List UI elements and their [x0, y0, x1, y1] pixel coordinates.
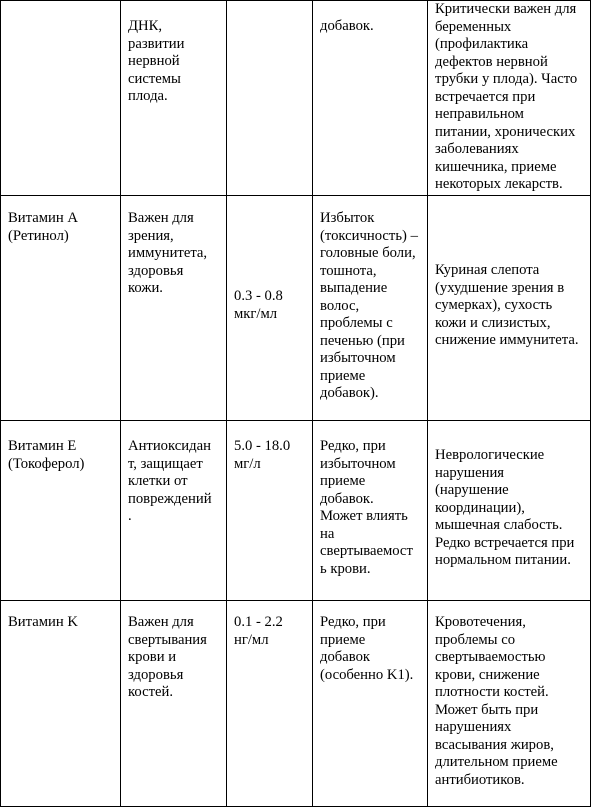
vitamin-k-function-cell: Важен для свертывания крови и здоровья костей.	[121, 601, 227, 807]
vitamin-e-excess-cell: Редко, при избыточном приеме добавок. Может влиять на свертываемост ь крови.	[313, 421, 428, 601]
vitamin-a-norm-cell: 0.3 - 0.8 мкг/мл	[227, 196, 313, 421]
vitamin-k-norm-cell: 0.1 - 2.2 нг/мл	[227, 601, 313, 807]
vitamin-a-name-cell: Витамин А (Ретинол)	[1, 196, 121, 421]
continued-excess-cell: добавок.	[313, 1, 428, 196]
vitamin-k-excess-cell: Редко, при приеме добавок (особенно K1).	[313, 601, 428, 807]
vitamin-e-norm-cell: 5.0 - 18.0 мг/л	[227, 421, 313, 601]
vitamin-e-deficiency-cell: Неврологические нарушения (нарушение координации), мышечная слабость. Редко встречается при нормальном питании.	[428, 421, 591, 601]
vitamin-k-deficiency-cell: Кровотечения, проблемы со свертываемостью крови, снижение плотности костей. Может быть при нарушениях всасывания жиров, длительном приеме антибиотиков.	[428, 601, 591, 807]
continued-norm-cell	[227, 1, 313, 196]
vitamin-a-deficiency-cell: Куриная слепота (ухудшение зрения в сумерках), сухость кожи и слизистых, снижение иммунитета.	[428, 196, 591, 421]
vitamin-k-name-cell: Витамин K	[1, 601, 121, 807]
vitamin-a-function-cell: Важен для зрения, иммунитета, здоровья кожи.	[121, 196, 227, 421]
vitamin-e-function-cell: Антиоксидан т, защищает клетки от повреждений .	[121, 421, 227, 601]
continued-function-cell: ДНК, развитии нервной системы плода.	[121, 1, 227, 196]
continued-deficiency-cell: Критически важен для беременных (профилактика дефектов нервной трубки у плода). Часто встречается при неправильном питании, хронических заболеваниях кишечника, приеме некоторых лекарств.	[428, 1, 591, 196]
vitamin-e-name-cell: Витамин Е (Токоферол)	[1, 421, 121, 601]
continued-name-cell	[1, 1, 121, 196]
vitamin-a-excess-cell: Избыток (токсичность) – головные боли, тошнота, выпадение волос, проблемы с печенью (при избыточном приеме добавок).	[313, 196, 428, 421]
